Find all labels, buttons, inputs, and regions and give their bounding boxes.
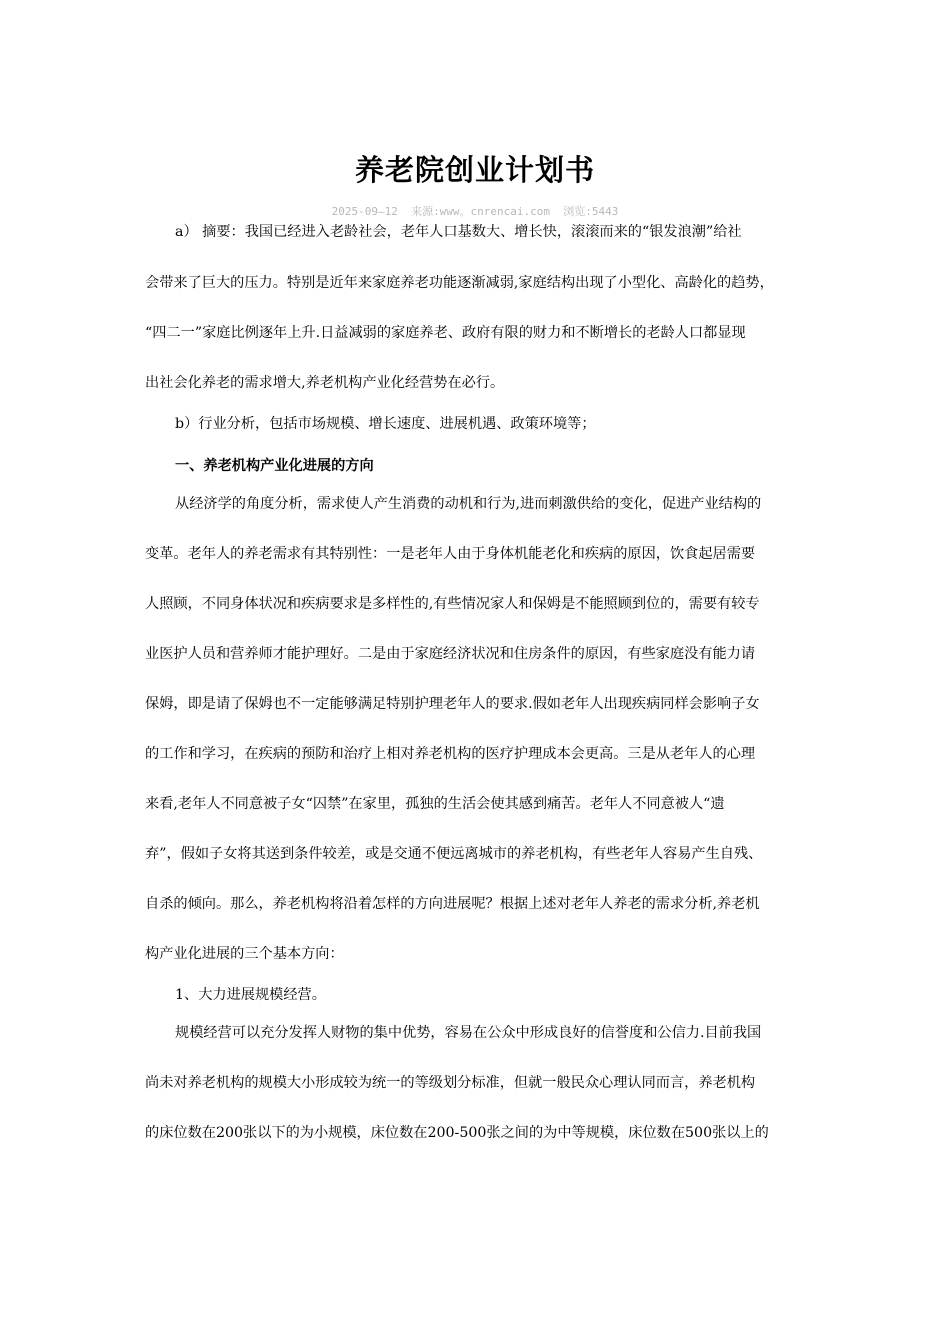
body-line: 构产业化进展的三个基本方向： [145,946,344,962]
body-line: 从经济学的角度分析，需求使人产生消费的动机和行为,进而刺激供给的变化，促进产业结构的 [175,496,762,512]
section-heading: 一、养老机构产业化进展的方向 [175,458,374,474]
body-line: 的工作和学习，在疾病的预防和治疗上相对养老机构的医疗护理成本会更高。三是从老年人的心理 [145,746,756,762]
body-line: 保姆，即是请了保姆也不一定能够满足特别护理老年人的要求.假如老年人出现疾病同样会影响子女 [145,696,760,712]
body-line: 业医护人员和营养师才能护理好。二是由于家庭经济状况和住房条件的原因，有些家庭没有能力请 [145,646,756,662]
body-line: 的床位数在200张以下的为小规模，床位数在200-500张之间的为中等规模，床位数在500张以上的 [145,1125,769,1141]
body-line: 变革。老年人的养老需求有其特别性：一是老年人由于身体机能老化和疾病的原因，饮食起居需要 [145,546,756,562]
page-title: 养老院创业计划书 [354,153,595,187]
body-line: 出社会化养老的需求增大,养老机构产业化经营势在必行。 [145,375,505,391]
body-line: a） 摘要：我国已经进入老龄社会，老年人口基数大、增长快，滚滚而来的“银发浪潮”给社 [175,224,742,240]
body-line: 尚未对养老机构的规模大小形成较为统一的等级划分标准，但就一般民众心理认同而言，养老机构 [145,1075,756,1091]
body-line: 规模经营可以充分发挥人财物的集中优势，容易在公众中形成良好的信誉度和公信力.目前我国 [175,1025,762,1041]
body-line: 弃”，假如子女将其送到条件较差，或是交通不便远离城市的养老机构，有些老年人容易产生自残、 [145,846,763,862]
body-line: 人照顾，不同身体状况和疾病要求是多样性的,有些情况家人和保姆是不能照顾到位的，需要有较专 [145,596,760,612]
body-line: “四二一”家庭比例逐年上升.日益减弱的家庭养老、政府有限的财力和不断增长的老龄人口都显现 [145,325,746,341]
article-meta: 2025-09—12 来源:www。cnrencai.com 浏览:5443 [331,205,619,218]
body-line: 会带来了巨大的压力。特别是近年来家庭养老功能逐渐减弱,家庭结构出现了小型化、高龄化的趋势， [145,275,774,291]
body-line: b）行业分析，包括市场规模、增长速度、进展机遇、政策环境等； [175,416,596,432]
body-line: 来看,老年人不同意被子女“囚禁”在家里，孤独的生活会使其感到痛苦。老年人不同意被人“遗 [145,796,725,812]
body-line: 自杀的倾向。那么，养老机构将沿着怎样的方向进展呢？根据上述对老年人养老的需求分析,养老机 [145,896,760,912]
body-line: 1、大力进展规模经营。 [175,987,326,1003]
